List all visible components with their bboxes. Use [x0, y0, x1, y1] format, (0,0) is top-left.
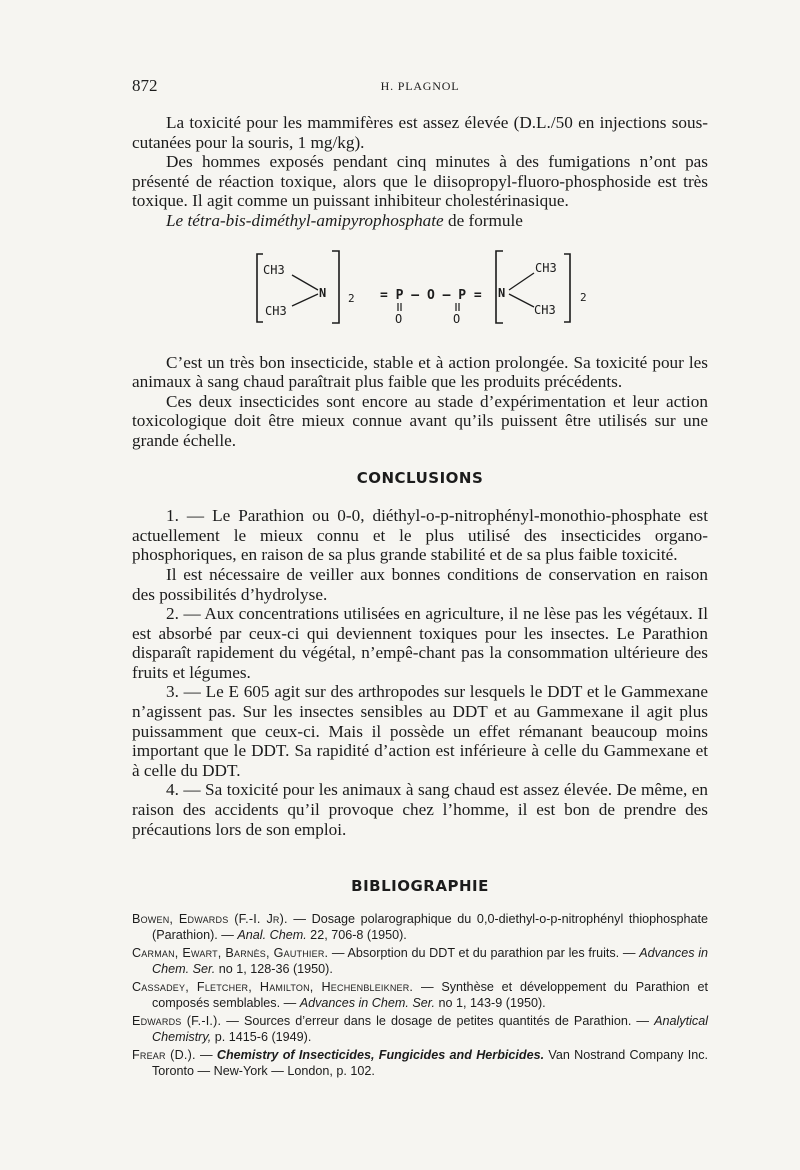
ch3-bottom-left: CH3 — [265, 303, 287, 318]
bibliography-authors: Frear (D.). — [132, 1047, 196, 1062]
bibliography-authors: Bowen, Edwards (F.-I. Jr). — [132, 911, 288, 926]
bibliography-entry — [132, 945, 708, 977]
nitrogen-right: N — [498, 285, 506, 300]
oxygen-right: O — [453, 311, 461, 326]
bibliography-text: — — [195, 1047, 217, 1062]
conclusions-heading: CONCLUSIONS — [356, 468, 484, 487]
chemical-formula-drawing — [132, 241, 708, 335]
paragraph-formula-intro — [132, 211, 708, 231]
bibliography-authors: Cassadey, Fletcher, Hamilton, Hechenbleikner. — [132, 979, 414, 994]
bibliography-list — [132, 911, 708, 1079]
bibliography-journal: Anal. Chem. — [237, 927, 307, 942]
bibliography-entry — [132, 1013, 708, 1045]
bibliography-ref: no 1, 128-36 (1950). — [215, 961, 333, 976]
bibliography-ref: p. 1415-6 (1949). — [211, 1029, 312, 1044]
bibliography-text: — Absorption du DDT et du parathion par les fruits. — — [328, 945, 640, 960]
conclusion-1-note: Il est nécessaire de veiller aux bonnes conditions de conservation en raison des possibilités d’hydrolyse. — [132, 564, 708, 604]
bibliography-ref: Van Nostrand Company Inc. Toronto — New-York — London, p. 102. — [152, 1047, 708, 1078]
ch3-top-left: CH3 — [263, 262, 285, 277]
bond-bottom-right — [509, 294, 534, 307]
subscript-right: 2 — [580, 290, 587, 304]
conclusions-section — [132, 506, 708, 839]
page-number: 872 — [132, 76, 158, 95]
paragraph-experimentation: Ces deux insecticides sont encore au stade d’expérimentation et leur action toxicologique doit être mieux connue avant qu’ils puissent être utilisés sur une grande échelle. — [132, 391, 708, 450]
page-body — [132, 113, 708, 1081]
bond-top-left — [292, 275, 318, 290]
paragraph-exposure: Des hommes exposés pendant cinq minutes à des fumigations n’ont pas présenté de réaction toxique, alors que le diisopropyl-fluoro-phosphoside est très toxique. Il agit comme un puissant inhibiteur cholestérinasique. — [132, 152, 708, 211]
bibliography-entry — [132, 1047, 708, 1079]
left-bracket-close — [332, 251, 339, 323]
bibliography-entry — [132, 979, 708, 1011]
bibliography-authors: Edwards (F.-I.). — [132, 1013, 222, 1028]
bibliography-journal: Analytical Chemistry, — [152, 1013, 708, 1044]
bibliography-ref: no 1, 143-9 (1950). — [435, 995, 546, 1010]
ch3-top-right: CH3 — [535, 260, 557, 275]
bibliography-entry — [132, 911, 708, 943]
formula-intro-rest: de formule — [443, 210, 523, 230]
bibliography-ref: 22, 706-8 (1950). — [306, 927, 407, 942]
ch3-bottom-right: CH3 — [534, 302, 556, 317]
bibliography-heading: BIBLIOGRAPHIE — [351, 877, 489, 896]
bond-bottom-left — [292, 294, 318, 306]
subscript-left: 2 — [348, 291, 355, 305]
paragraph-toxicity: La toxicité pour les mammifères est assez élevée (D.L./50 en injections sous-cutanées pour la souris, 1 mg/kg). — [132, 113, 708, 152]
conclusion-3: 3. — Le E 605 agit sur des arthropodes sur lesquels le DDT et le Gammexane n’agissent pas. Sur les insectes sensibles au DDT et au Gammexane il agit plus puissamment que ceux-ci. Mais il possède un effet rémanant beaucoup moins important que le DDT. Sa rapidité d’action est inférieure à celle du Gammexane et à celle du DDT. — [132, 682, 708, 780]
conclusion-2: 2. — Aux concentrations utilisées en agriculture, il ne lèse pas les végétaux. Il est absorbé par ceux-ci qui deviennent toxiques pour les insectes. Le Parathion disparaît rapidement du végétal, n’empê-chant pas la consommation ultérieure des fruits et légumes. — [132, 604, 708, 682]
bibliography-authors: Carman, Ewart, Barnès, Gauthier. — [132, 945, 329, 960]
bibliography-journal: Chemistry of Insecticides, Fungicides and Herbicides. — [216, 1047, 545, 1062]
conclusion-4: 4. — Sa toxicité pour les animaux à sang chaud est assez élevée. De même, en raison des accidents qu’il provoque chez l’homme, il est bon de prendre des précautions lors de son emploi. — [132, 780, 708, 839]
bibliography-journal: Advances in Chem. Ser. — [299, 995, 436, 1010]
conclusion-1: 1. — Le Parathion ou 0-0, diéthyl-o-p-nitrophényl-monothio-phosphate est actuellement le mieux connu et le plus utilisé des insecticides organo-phosphoriques, en raison de sa plus grande stabilité et de sa plus faible toxicité. — [132, 506, 708, 565]
compound-name: Le tétra-bis-diméthyl-amipyrophosphate — [166, 210, 444, 230]
running-head: H. PLAGNOL — [380, 79, 460, 93]
phosphorus-chain: = P – O – P = — [380, 287, 482, 303]
right-bracket-close — [564, 254, 570, 322]
bibliography-text: — Sources d’erreur dans le dosage de petites quantités de Parathion. — — [221, 1013, 655, 1028]
bibliography-text: — Dosage polarographique du 0,0-diethyl-o-p-nitrophényl thiophosphate (Parathion). — — [152, 911, 709, 942]
paragraph-insecticide: C’est un très bon insecticide, stable et à action prolongée. Sa toxicité pour les animaux à sang chaud paraîtrait plus faible que les produits précédents. — [132, 352, 708, 392]
bibliography-text: — Synthèse et développement du Parathion et composés semblables. — — [152, 979, 708, 1010]
chemical-formula — [132, 241, 708, 335]
bibliography-journal: Advances in Chem. Ser. — [152, 945, 709, 976]
nitrogen-left: N — [319, 285, 327, 300]
oxygen-left: O — [395, 311, 403, 326]
bond-top-right — [509, 273, 534, 290]
page-header — [132, 76, 708, 98]
